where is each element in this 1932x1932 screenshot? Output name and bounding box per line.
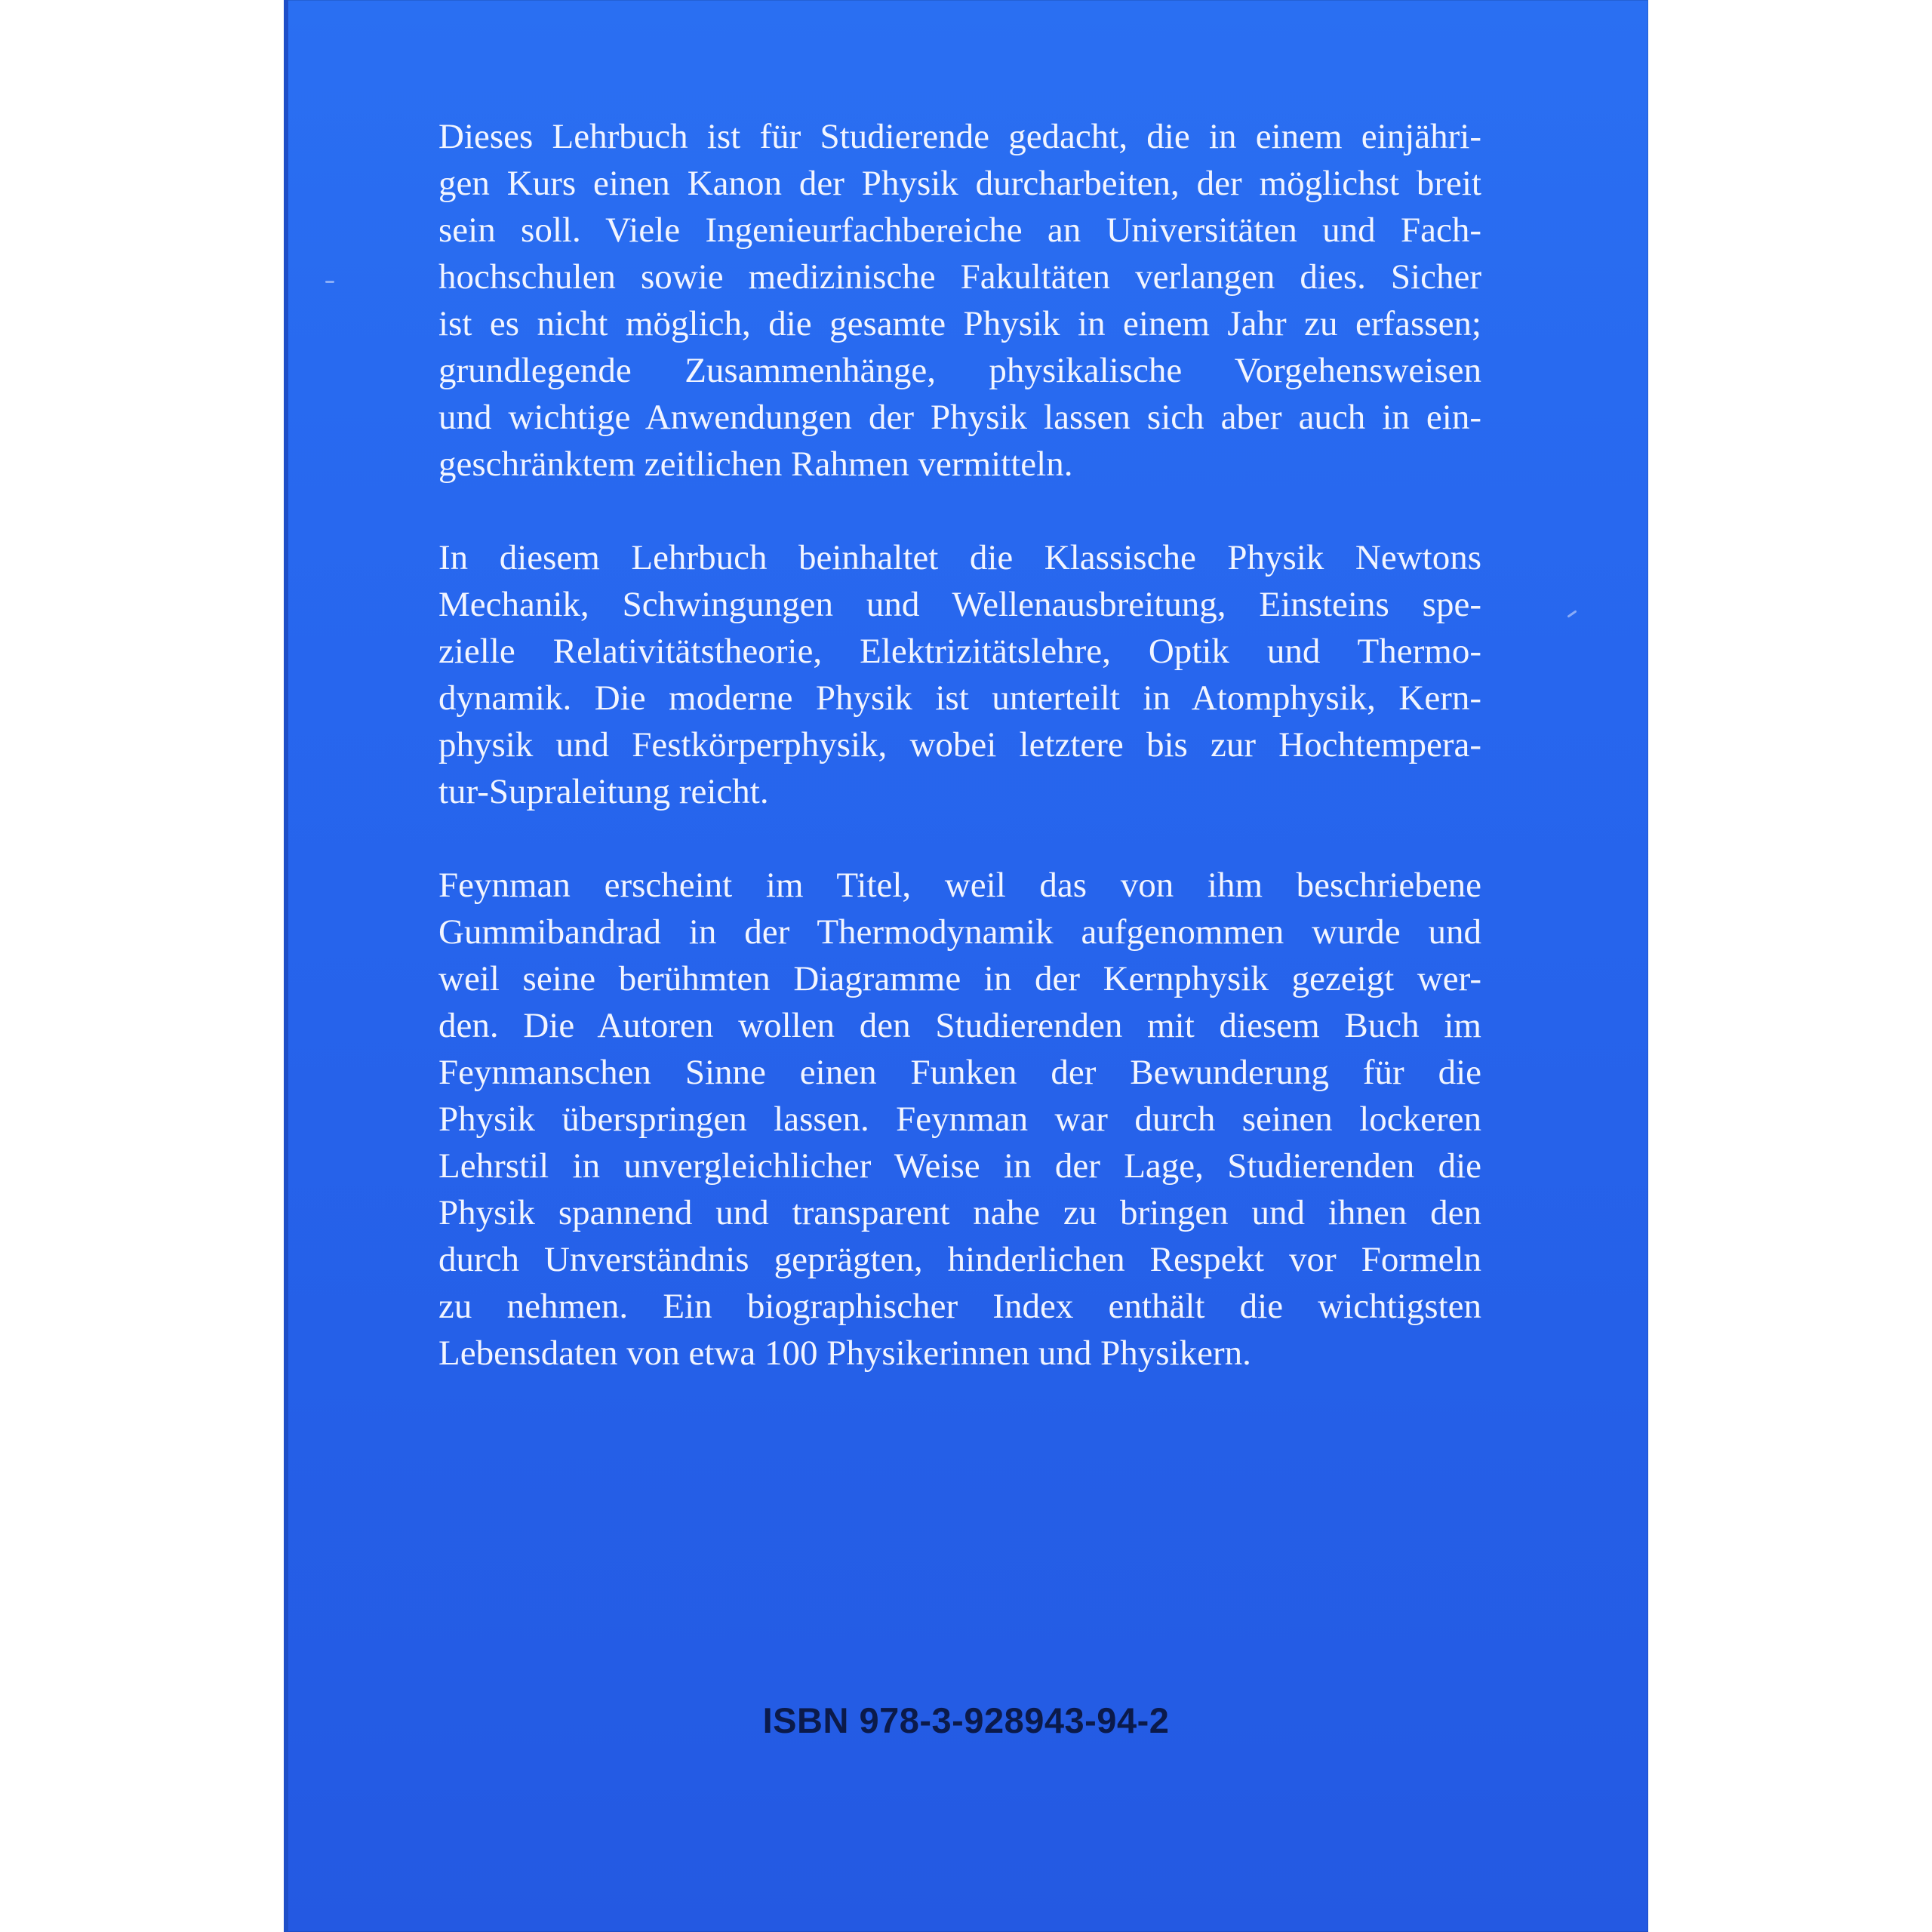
blurb-paragraph-3 <box>438 862 1481 1377</box>
text-line: Feynman erscheint im Titel, weil das von ihm beschriebene <box>438 866 1481 905</box>
text-line: und wichtige Anwendungen der Physik lassen sich aber auch in ein- <box>438 398 1481 437</box>
text-line: geschränktem zeitlichen Rahmen vermitteln. <box>438 445 1073 484</box>
text-line: weil seine berühmten Diagramme in der Kernphysik gezeigt wer- <box>438 959 1481 998</box>
text-line: Lehrstil in unvergleichlicher Weise in der Lage, Studierenden die <box>438 1146 1481 1186</box>
cover-scuff-mark <box>1567 610 1577 617</box>
text-line: dynamik. Die moderne Physik ist unterteilt in Atomphysik, Kern- <box>438 678 1481 718</box>
isbn-number: ISBN 978-3-928943-94-2 <box>762 1700 1170 1740</box>
blurb-paragraph-1 <box>438 113 1481 488</box>
text-line: den. Die Autoren wollen den Studierenden mit diesem Buch im <box>438 1006 1481 1045</box>
text-line: zu nehmen. Ein biographischer Index enthält die wichtigsten <box>438 1287 1481 1326</box>
text-line: Lebensdaten von etwa 100 Physikerinnen und Physikern. <box>438 1334 1251 1373</box>
text-line: hochschulen sowie medizinische Fakultäten verlangen dies. Sicher <box>438 257 1481 297</box>
text-line: Physik überspringen lassen. Feynman war durch seinen lockeren <box>438 1100 1481 1139</box>
text-line: durch Unverständnis geprägten, hinderlichen Respekt vor Formeln <box>438 1240 1481 1279</box>
blurb-text <box>438 113 1481 1423</box>
book-back-cover <box>284 0 1648 1932</box>
text-line: Mechanik, Schwingungen und Wellenausbreitung, Einsteins spe- <box>438 585 1481 624</box>
text-line: Feynmanschen Sinne einen Funken der Bewunderung für die <box>438 1053 1481 1092</box>
cover-spine-edge <box>284 0 288 1932</box>
text-line: Dieses Lehrbuch ist für Studierende gedacht, die in einem einjähri- <box>438 117 1481 156</box>
text-line: zielle Relativitätstheorie, Elektrizitätslehre, Optik und Thermo- <box>438 632 1481 671</box>
blurb-paragraph-2 <box>438 534 1481 815</box>
text-line: ist es nicht möglich, die gesamte Physik in einem Jahr zu erfassen; <box>438 304 1481 343</box>
text-line: gen Kurs einen Kanon der Physik durcharbeiten, der möglichst breit <box>438 164 1481 203</box>
text-line: tur-Supraleitung reicht. <box>438 772 769 811</box>
text-line: Physik spannend und transparent nahe zu bringen und ihnen den <box>438 1193 1481 1232</box>
text-line: sein soll. Viele Ingenieurfachbereiche an Universitäten und Fach- <box>438 211 1481 250</box>
text-line: In diesem Lehrbuch beinhaltet die Klassische Physik Newtons <box>438 538 1481 577</box>
cover-scuff-mark <box>325 281 334 283</box>
text-line: grundlegende Zusammenhänge, physikalische Vorgehensweisen <box>438 351 1481 390</box>
text-line: physik und Festkörperphysik, wobei letztere bis zur Hochtempera- <box>438 725 1481 764</box>
text-line: Gummibandrad in der Thermodynamik aufgenommen wurde und <box>438 912 1481 952</box>
